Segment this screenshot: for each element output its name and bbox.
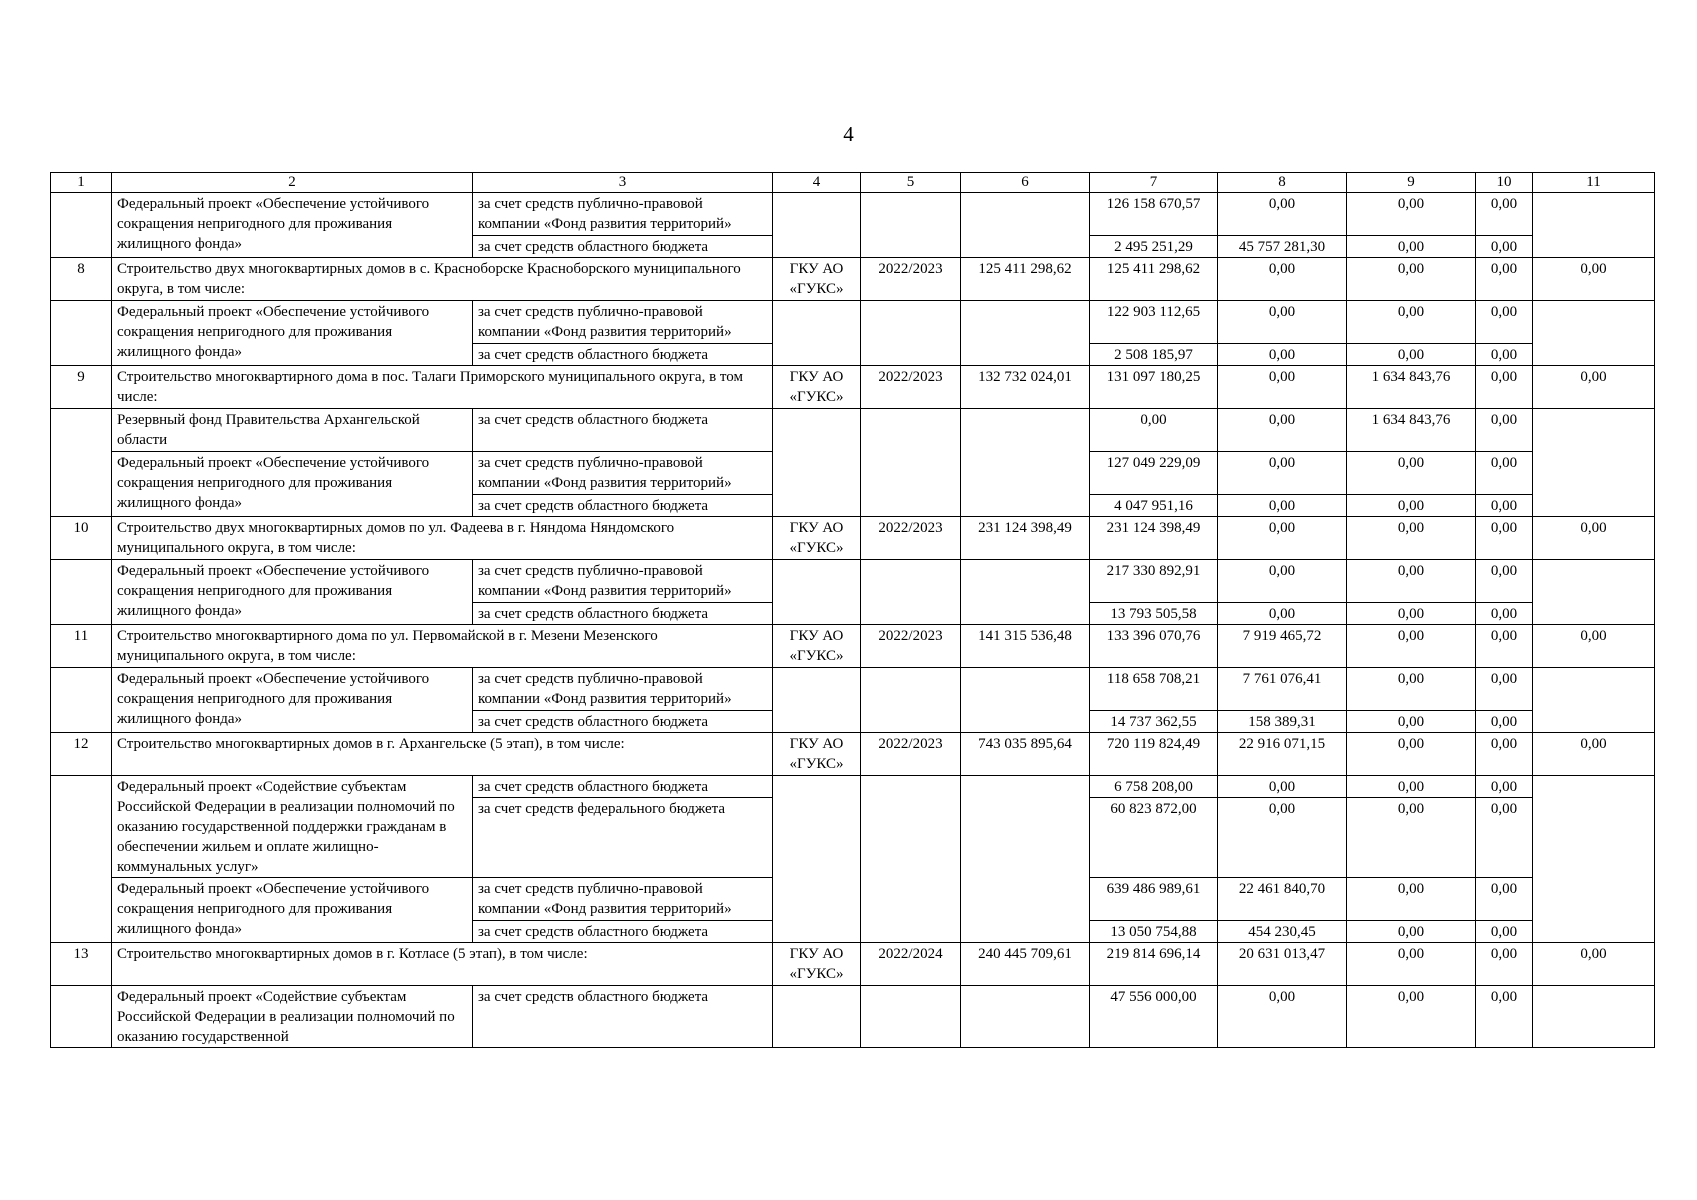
table-row: 9 Строительство многоквартирного дома в пос. Талаги Приморского муниципального округа, в том числе: ГКУ АО «ГУКС» 2022/2023 132 732 024,01 131 097 180,25 0,00 1 634 843,76 0,00 0,00	[51, 366, 1655, 409]
table-row: Федеральный проект «Обеспечение устойчивого сокращения непригодного для проживания жилищного фонда» за счет средств публично-правовой компании «Фонд развития территорий» 122 903 112,65 0,00 0,00 0,00	[51, 301, 1655, 344]
page-number: 4	[843, 122, 854, 146]
header-cell: 3	[473, 173, 773, 193]
table-row: за счет средств областного бюджета 4 047 951,16 0,00 0,00 0,00	[51, 495, 1655, 517]
project-name: Федеральный проект «Обеспечение устойчивого сокращения непригодного для проживания жилищного фонда»	[112, 193, 473, 258]
header-cell: 8	[1218, 173, 1347, 193]
table-row: за счет средств областного бюджета 13 050 754,88 454 230,45 0,00 0,00	[51, 921, 1655, 943]
table-row: Федеральный проект «Обеспечение устойчивого сокращения непригодного для проживания жилищного фонда» за счет средств публично-правовой компании «Фонд развития территорий» 217 330 892,91 0,00 0,00 0,00	[51, 560, 1655, 603]
financing-table	[50, 172, 1655, 1048]
item-number: 10	[51, 517, 112, 560]
table-row: 12 Строительство многоквартирных домов в г. Архангельске (5 этап), в том числе: ГКУ АО «ГУКС» 2022/2023 743 035 895,64 720 119 824,49 22 916 071,15 0,00 0,00 0,00	[51, 733, 1655, 776]
header-cell: 10	[1476, 173, 1533, 193]
table-row: Федеральный проект «Содействие субъектам Российской Федерации в реализации полномочий по оказанию государственной поддержки гражданам в обеспечении жильем и оплате жилищно-коммунальных услуг» за счет средств областного бюджета 6 758 208,00 0,00 0,00 0,00	[51, 776, 1655, 798]
table-row: за счет средств областного бюджета 13 793 505,58 0,00 0,00 0,00	[51, 603, 1655, 625]
header-cell: 7	[1090, 173, 1218, 193]
item-number: 8	[51, 258, 112, 301]
header-cell: 5	[861, 173, 961, 193]
table-row: 11 Строительство многоквартирного дома по ул. Первомайской в г. Мезени Мезенского муниципального округа, в том числе: ГКУ АО «ГУКС» 2022/2023 141 315 536,48 133 396 070,76 7 919 465,72 0,00 0,00 0,00	[51, 625, 1655, 668]
table-header-row	[51, 173, 1655, 193]
table-row: 10 Строительство двух многоквартирных домов по ул. Фадеева в г. Няндома Няндомского муниципального округа, в том числе: ГКУ АО «ГУКС» 2022/2023 231 124 398,49 231 124 398,49 0,00 0,00 0,00 0,00	[51, 517, 1655, 560]
executor: ГКУ АО «ГУКС»	[773, 258, 861, 301]
item-number: 9	[51, 366, 112, 409]
source-cell: за счет средств публично-правовой компании «Фонд развития территорий»	[473, 193, 773, 236]
table-row: 13 Строительство многоквартирных домов в г. Котласе (5 этап), в том числе: ГКУ АО «ГУКС» 2022/2024 240 445 709,61 219 814 696,14 20 631 013,47 0,00 0,00 0,00	[51, 943, 1655, 986]
header-cell: 2	[112, 173, 473, 193]
item-title: Строительство многоквартирного дома по ул. Первомайской в г. Мезени Мезенского муниципального округа, в том числе:	[112, 625, 773, 668]
table-row: Федеральный проект «Содействие субъектам Российской Федерации в реализации полномочий по оказанию государственной за счет средств областного бюджета 47 556 000,00 0,00 0,00 0,00	[51, 986, 1655, 1048]
table-row: Федеральный проект «Обеспечение устойчивого сокращения непригодного для проживания жилищного фонда» за счет средств публично-правовой компании «Фонд развития территорий» 118 658 708,21 7 761 076,41 0,00 0,00	[51, 668, 1655, 711]
item-title: Строительство многоквартирных домов в г. Котласе (5 этап), в том числе:	[112, 943, 773, 986]
table-row: Федеральный проект «Обеспечение устойчивого сокращения непригодного для проживания жилищного фонда» за счет средств публично-правовой компании «Фонд развития территорий» 126 158 670,57 0,00 0,00 0,00	[51, 193, 1655, 236]
table-row: Федеральный проект «Обеспечение устойчивого сокращения непригодного для проживания жилищного фонда» за счет средств публично-правовой компании «Фонд развития территорий» 639 486 989,61 22 461 840,70 0,00 0,00	[51, 878, 1655, 921]
table-row: 8 Строительство двух многоквартирных домов в с. Красноборске Красноборского муниципального округа, в том числе: ГКУ АО «ГУКС» 2022/2023 125 411 298,62 125 411 298,62 0,00 0,00 0,00 0,00	[51, 258, 1655, 301]
table-row: Резервный фонд Правительства Архангельской области за счет средств областного бюджета 0,00 0,00 1 634 843,76 0,00	[51, 409, 1655, 452]
item-number: 12	[51, 733, 112, 776]
item-title: Строительство двух многоквартирных домов по ул. Фадеева в г. Няндома Няндомского муниципального округа, в том числе:	[112, 517, 773, 560]
table-row: за счет средств областного бюджета 14 737 362,55 158 389,31 0,00 0,00	[51, 711, 1655, 733]
header-cell: 9	[1347, 173, 1476, 193]
header-cell: 1	[51, 173, 112, 193]
table-row: за счет средств областного бюджета 2 495 251,29 45 757 281,30 0,00 0,00	[51, 236, 1655, 258]
header-cell: 6	[961, 173, 1090, 193]
table-row: Федеральный проект «Обеспечение устойчивого сокращения непригодного для проживания жилищного фонда» за счет средств публично-правовой компании «Фонд развития территорий» 127 049 229,09 0,00 0,00 0,00	[51, 452, 1655, 495]
item-number: 13	[51, 943, 112, 986]
item-title: Строительство многоквартирного дома в пос. Талаги Приморского муниципального округа, в том числе:	[112, 366, 773, 409]
header-cell: 11	[1533, 173, 1655, 193]
header-cell: 4	[773, 173, 861, 193]
item-title: Строительство двух многоквартирных домов в с. Красноборске Красноборского муниципального округа, в том числе:	[112, 258, 773, 301]
table-row: за счет средств федерального бюджета 60 823 872,00 0,00 0,00 0,00	[51, 798, 1655, 878]
item-title: Строительство многоквартирных домов в г. Архангельске (5 этап), в том числе:	[112, 733, 773, 776]
item-number: 11	[51, 625, 112, 668]
table-row: за счет средств областного бюджета 2 508 185,97 0,00 0,00 0,00	[51, 344, 1655, 366]
